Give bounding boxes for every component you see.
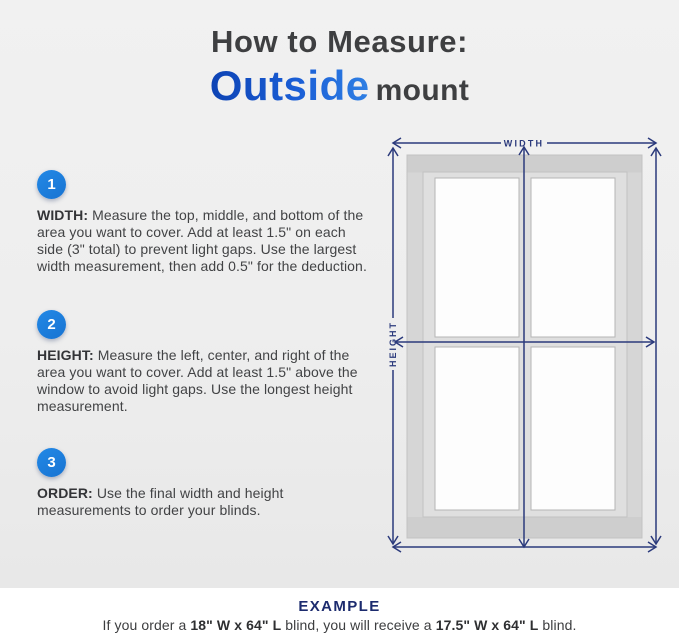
step-2	[37, 310, 373, 415]
example-prefix: If you order a	[102, 617, 191, 633]
example-sentence	[0, 617, 679, 633]
step-2-body: Measure the left, center, and right of the area you want to cover. Add at least 1.5" above the window to avoid light gaps. Use the longest height measurement.	[37, 347, 358, 414]
step-3	[37, 448, 373, 519]
right-height-arrow	[651, 148, 661, 544]
window-measurement-diagram	[385, 130, 675, 575]
step-3-body: Use the final width and height measurements to order your blinds.	[37, 485, 284, 518]
example-suffix: blind.	[538, 617, 577, 633]
example-received-size: 17.5" W x 64" L	[435, 617, 539, 633]
window-pane-bottom-right	[531, 347, 615, 510]
title-line-1: How to Measure:	[210, 24, 469, 59]
step-1	[37, 170, 373, 275]
height-arrow-label: HEIGHT	[388, 320, 398, 368]
title-line-2	[0, 62, 679, 120]
step-3-number-badge: 3	[37, 448, 66, 477]
step-1-number-badge: 1	[37, 170, 66, 199]
step-2-text	[37, 347, 373, 415]
example-section	[0, 588, 679, 644]
example-middle: blind, you will receive a	[281, 617, 436, 633]
step-1-body: Measure the top, middle, and bottom of the area you want to cover. Add at least 1.5" on each side (3" total) to prevent light gaps. Use the largest width measurement, then add 0.5" for the deduction.	[37, 207, 367, 274]
window-pane-top-left	[435, 178, 519, 337]
step-3-text	[37, 485, 373, 519]
window-pane-bottom-left	[435, 347, 519, 510]
example-ordered-size: 18" W x 64" L	[190, 617, 282, 633]
step-1-text	[37, 207, 373, 275]
step-1-label: WIDTH:	[37, 207, 89, 223]
step-2-number-badge: 2	[37, 310, 66, 339]
example-heading: EXAMPLE	[298, 598, 381, 615]
window-pane-top-right	[531, 178, 615, 337]
page-title	[0, 24, 679, 120]
title-mount-word: mount	[375, 74, 470, 107]
width-arrow-label: WIDTH	[503, 138, 545, 149]
title-mount-type: Outside	[209, 62, 370, 109]
step-2-label: HEIGHT:	[37, 347, 94, 363]
step-3-label: ORDER:	[37, 485, 93, 501]
